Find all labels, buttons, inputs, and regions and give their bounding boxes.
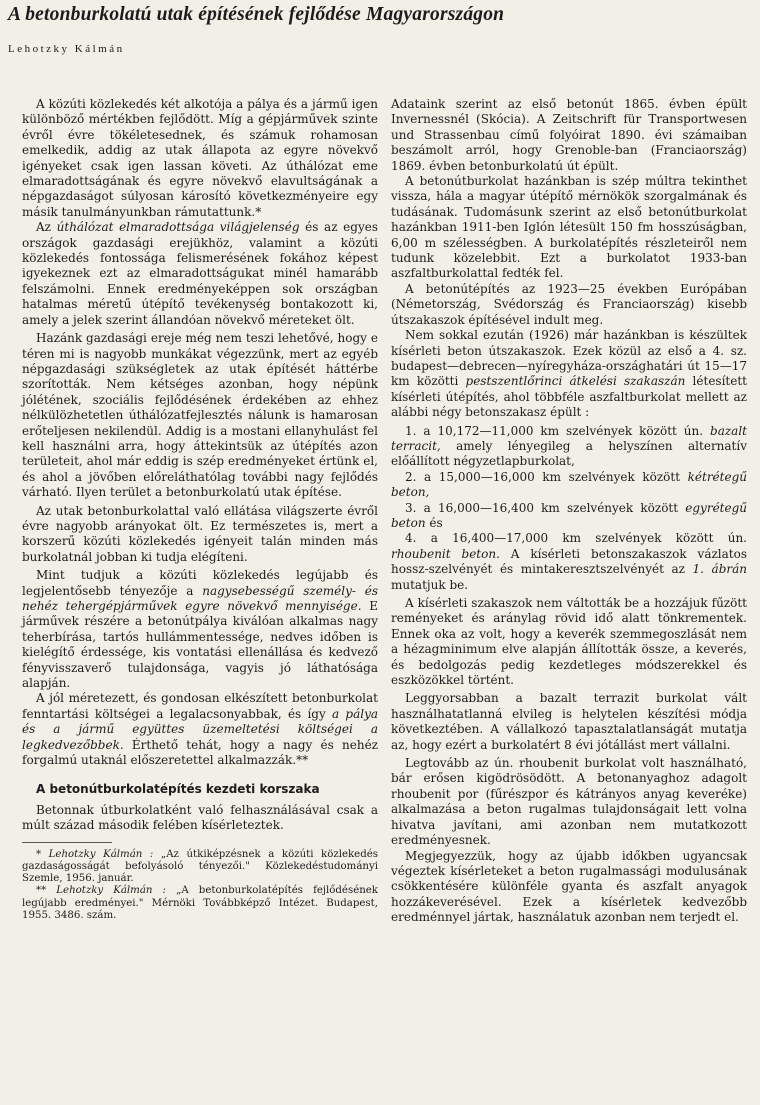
right-paragraph-1: Adataink szerint az első betonút 1865. évben épült Invernessnél (Skócia). A Zeitschrift für Transportwesen und Strassenbau című folyóirat 1890. évi számaiban beszámolt arról, hogy Grenoble-ban (Franciaország) 1869. évben betonburkolatú út épült. xyxy=(391,97,747,173)
right-paragraph-2: A betonútburkolat hazánkban is szép múltra tekinthet vissza, hála a magyar útépítő mérnökök szorgalmának és tudásának. Tudomásunk szerint az első betonútburkolat hazánkban 1911-ben Iglón létesült 150 fm hosszúságban, 6,00 m szélességben. A burkolatépítés részleteiről nem tudunk közelebbit. Ezt a burkolatot 1933-ban aszfaltburkolattal fedték fel. xyxy=(391,174,747,281)
left-paragraph-2: Az úthálózat elmaradottsága világjelenség és az egyes országok gazdasági erejükhöz, valamint a közúti közlekedés fontossága felismerésének fokához képest igyekeznek ezt az elmaradottságukat minél hamarább felszámolni. Ennek eredményeképpen sok országban hatalmas méretű útépítő tevékenység bontakozott ki, amely a jelek szerint állandóan növekvő méreteket ölt. xyxy=(22,220,378,327)
right-paragraph-6: Leggyorsabban a bazalt terrazit burkolat vált használhatatlanná elvileg is helytelen készítési módja következtében. A vállalkozó tapasztalatlanságát mutatja az, hogy ezért a burkolatért 8 évi jótállást mert vállalni. xyxy=(391,691,747,752)
article-title: A betonburkolatú utak építésének fejlődése Magyarországon xyxy=(8,4,505,25)
right-paragraph-7: Legtovább az ún. rhoubenit burkolat volt használható, bár erősen kigödrösödött. A betonanyaghoz adagolt rhoubenit por (fűrészpor és kátrányos anyag keveréke) alkalmazása a beton rugalmas tulajdonságait lett volna hivatva javítani, ami azonban nem mutatkozott eredményesnek. xyxy=(391,756,747,848)
emphasis: pestszentlőrinci átkelési szakaszán xyxy=(465,374,686,389)
right-paragraph-5: A kísérleti szakaszok nem váltották be a hozzájuk fűzött reményeket és aránylag rövid idő alatt tönkrementek. Ennek oka az volt, hogy a keverék szemmegoszlását nem a hézagminimum elve alapján állították össze, a keverés, és bedolgozás pedig kezdetleges módszerekkel és eszközökkel történt. xyxy=(391,596,747,688)
list-item-4: 4. a 16,400—17,000 km szelvények között ún. rhoubenit beton. A kísérleti betonszakaszok vázlatos hossz-szelvényét és mintakeresztszelvényét az 1. ábrán mutatjuk be. xyxy=(391,531,747,592)
footnote-divider xyxy=(22,842,112,843)
left-paragraph-3: Hazánk gazdasági ereje még nem teszi lehetővé, hogy e téren mi is nagyobb munkákat végezzünk, mert az egyéb népgazdasági szükségletek az utak építését háttérbe szorították. Nem kétséges azonban, hogy népünk jólétének, szociális fejlődésének érdekében az ehhez nélkülözhetetlen úthálózatfejlesztés nálunk is hamarosan erőteljesen nekilendül. Addig is a mostani ellanyhulást fel kell használni arra, hogy áttekintsük az útépítés azon területeit, ahol már eddig is szép eredményeket értünk el, és ahol a jövőben előreláthatólag további nagy fejlődés várható. Ilyen terület a betonburkolatú utak építése. xyxy=(22,331,378,500)
right-paragraph-4: Nem sokkal ezután (1926) már hazánkban is készültek kísérleti beton útszakaszok. Ezek közül az első a 4. sz. budapest—debrecen—nyíregyháza-országhatári út 15—17 km közötti pestszentlőrinci átkelési szakaszán létesített kísérleti útépítés, ahol többféle aszfaltburkolat mellett az alábbi négy betonszakasz épült : xyxy=(391,328,747,420)
section-subheading: A betonútburkolatépítés kezdeti korszaka xyxy=(36,782,320,797)
emphasis: úthálózat elmaradottsága világjelenség xyxy=(56,220,300,235)
list-item-3: 3. a 16,000—16,400 km szelvények között egyrétegű beton és xyxy=(391,500,747,530)
emphasis: nagysebességű személy- és nehéz tehergépjárművek egyre növekvő mennyisége. xyxy=(22,583,379,613)
left-paragraph-5: Mint tudjuk a közúti közlekedés legújabb és legjelentősebb tényezője a nagysebességű személy- és nehéz tehergépjárművek egyre növekvő mennyisége. E járművek részére a betonútpálya kiválóan alkalmas nagy teherbírása, tartós hullámmentessége, nedves időben is kielégítő érdessége, kis vontatási ellenállása és kedvező fényvisszaverő tulajdonsága, vagyis jó láthatósága alapján. xyxy=(22,568,379,691)
footnote-2: ** Lehotzky Kálmán : „A betonburkolatépítés fejlődésének legújabb eredményei." Mérnöki Továbbképző Intézet. Budapest, 1955. 3486. szám. xyxy=(22,885,378,921)
left-paragraph-7: Betonnak útburkolatként való felhasználásával csak a múlt század második felében kísérleteztek. xyxy=(22,802,378,833)
left-paragraph-6: A jól méretezett, és gondosan elkészített betonburkolat fenntartási költségei a legalacsonyabbak, és így a pálya és a jármű együttes üzemeltetési költségei a legkedvezőbbek. Érthető tehát, hogy a nagy és nehéz forgalmú utaknál előszeretettel alkalmazzák.** xyxy=(22,691,378,768)
right-paragraph-8: Megjegyezzük, hogy az újabb időkben ugyancsak végeztek kísérleteket a beton rugalmassági modulusának csökkentésére különféle gyanta és aszfalt anyagok hozzákeverésével. Ezek a kísérletek kedvezőbb eredménnyel jártak, használatuk azonban nem terjedt el. xyxy=(391,848,747,925)
emphasis: a pálya és a jármű együttes üzemeltetési költségei a legkedvezőbbek. xyxy=(22,706,378,752)
right-paragraph-3: A betonútépítés az 1923—25 években Európában (Németország, Svédország és Franciaország) kisebb útszakaszok építésével indult meg. xyxy=(391,281,747,327)
list-item-2: 2. a 15,000—16,000 km szelvények között kétrétegű beton, xyxy=(391,469,747,500)
author-name: Lehotzky Kálmán xyxy=(8,43,125,55)
left-paragraph-4: Az utak betonburkolattal való ellátása világszerte évről évre nagyobb arányokat ölt. Ez természetes is, mert a korszerű közúti közlekedés igényeit talán minden más burkolatnál jobban ki tudja elégíteni. xyxy=(22,503,378,564)
left-column xyxy=(22,97,378,922)
footnote-1: * Lehotzky Kálmán : „Az útkiképzésnek a közúti közlekedés gazdaságosságát befolyásoló tényezői." Közlekedéstudományi Szemle, 1956. január. xyxy=(22,848,378,885)
left-paragraph-1: A közúti közlekedés két alkotója a pálya és a jármű igen különböző mértékben fejlődött. Míg a gépjárművek szinte évről évre tökéletesednek, és számuk rohamosan emelkedik, addig az utak állapota az egyre növekvő igényeket csak igen lassan követi. Az úthálózat eme elmaradottságának és egyre növekvő elavultságának a népgazdaságot súlyosan károsító következményeire egy másik tanulmányunkban rámutattunk.* xyxy=(22,97,378,219)
list-item-1: 1. a 10,172—11,000 km szelvények között ún. bazalt terracit, amely lényegileg a helyszínen alternatív előállított négyzetlapburkolat, xyxy=(391,423,747,469)
right-column xyxy=(391,97,747,926)
